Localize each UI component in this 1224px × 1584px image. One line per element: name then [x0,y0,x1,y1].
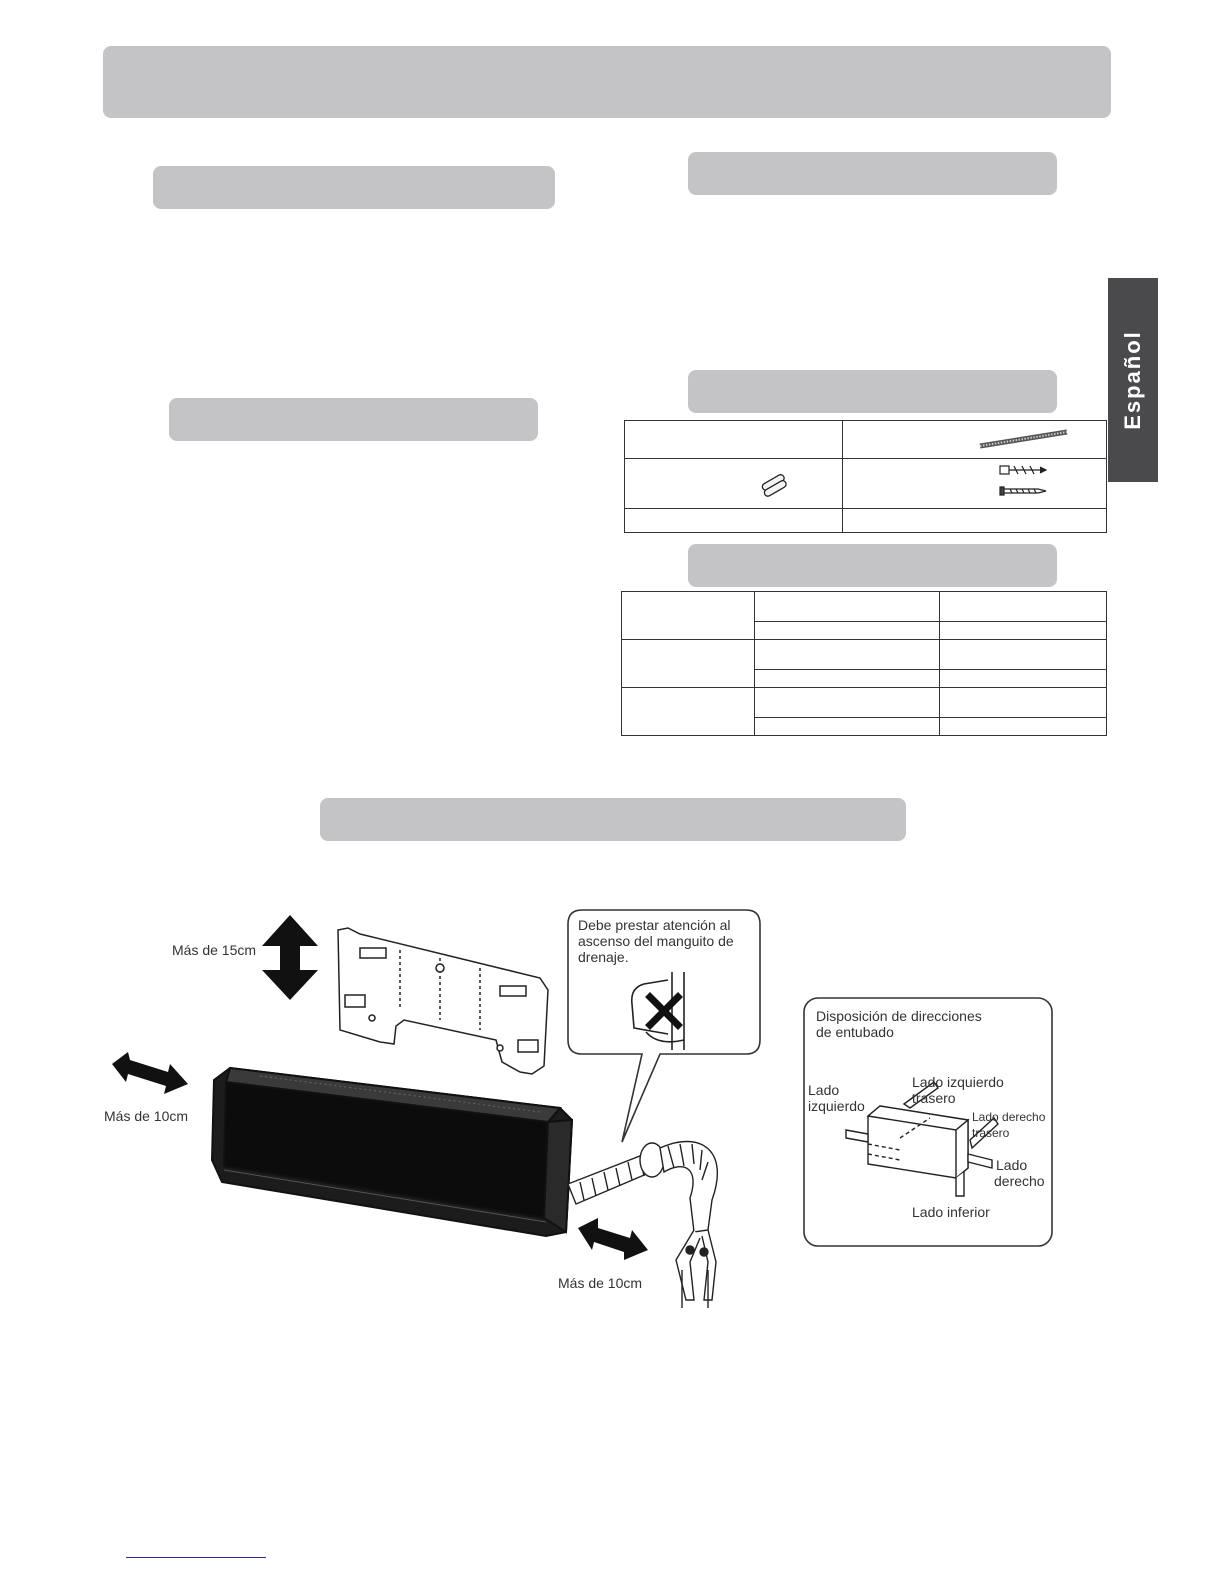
drain-callout-line-1: Debe prestar atención al [578,917,731,933]
piping-title-line-2: de entubado [816,1024,894,1040]
language-tab-label: Español [1120,330,1145,430]
piping-title-line-1: Disposición de direcciones [816,1008,982,1024]
piping-bottom-label: Lado inferior [912,1204,990,1220]
clearance-right-label: Más de 10cm [558,1275,643,1291]
left-clearance-arrow [112,1052,188,1094]
piping-rear-right-line-1: Lado derecho [972,1110,1046,1124]
drain-callout-line-2: ascenso del manguito de [578,933,734,949]
piping-rear-right-line-2: trasero [972,1126,1010,1140]
piping-right-line-2: derecho [994,1173,1045,1189]
piping-rear-left-line-1: Lado izquierdo [912,1074,1004,1090]
vertical-clearance-arrow [262,915,318,1000]
piping-rear-left-line-2: trasero [912,1090,956,1106]
clearance-left-label: Más de 10cm [104,1108,189,1124]
clearance-top-label: Más de 15cm [172,942,257,958]
right-clearance-arrow [578,1218,648,1260]
footer-rule [126,1557,266,1558]
piping-right-line-1: Lado [996,1157,1028,1173]
piping-left-line-1: Lado [808,1082,840,1098]
piping-left-line-2: izquierdo [808,1098,865,1114]
indoor-unit [212,1068,572,1236]
drain-callout-line-3: drenaje. [578,949,629,965]
mounting-plate [338,928,548,1074]
